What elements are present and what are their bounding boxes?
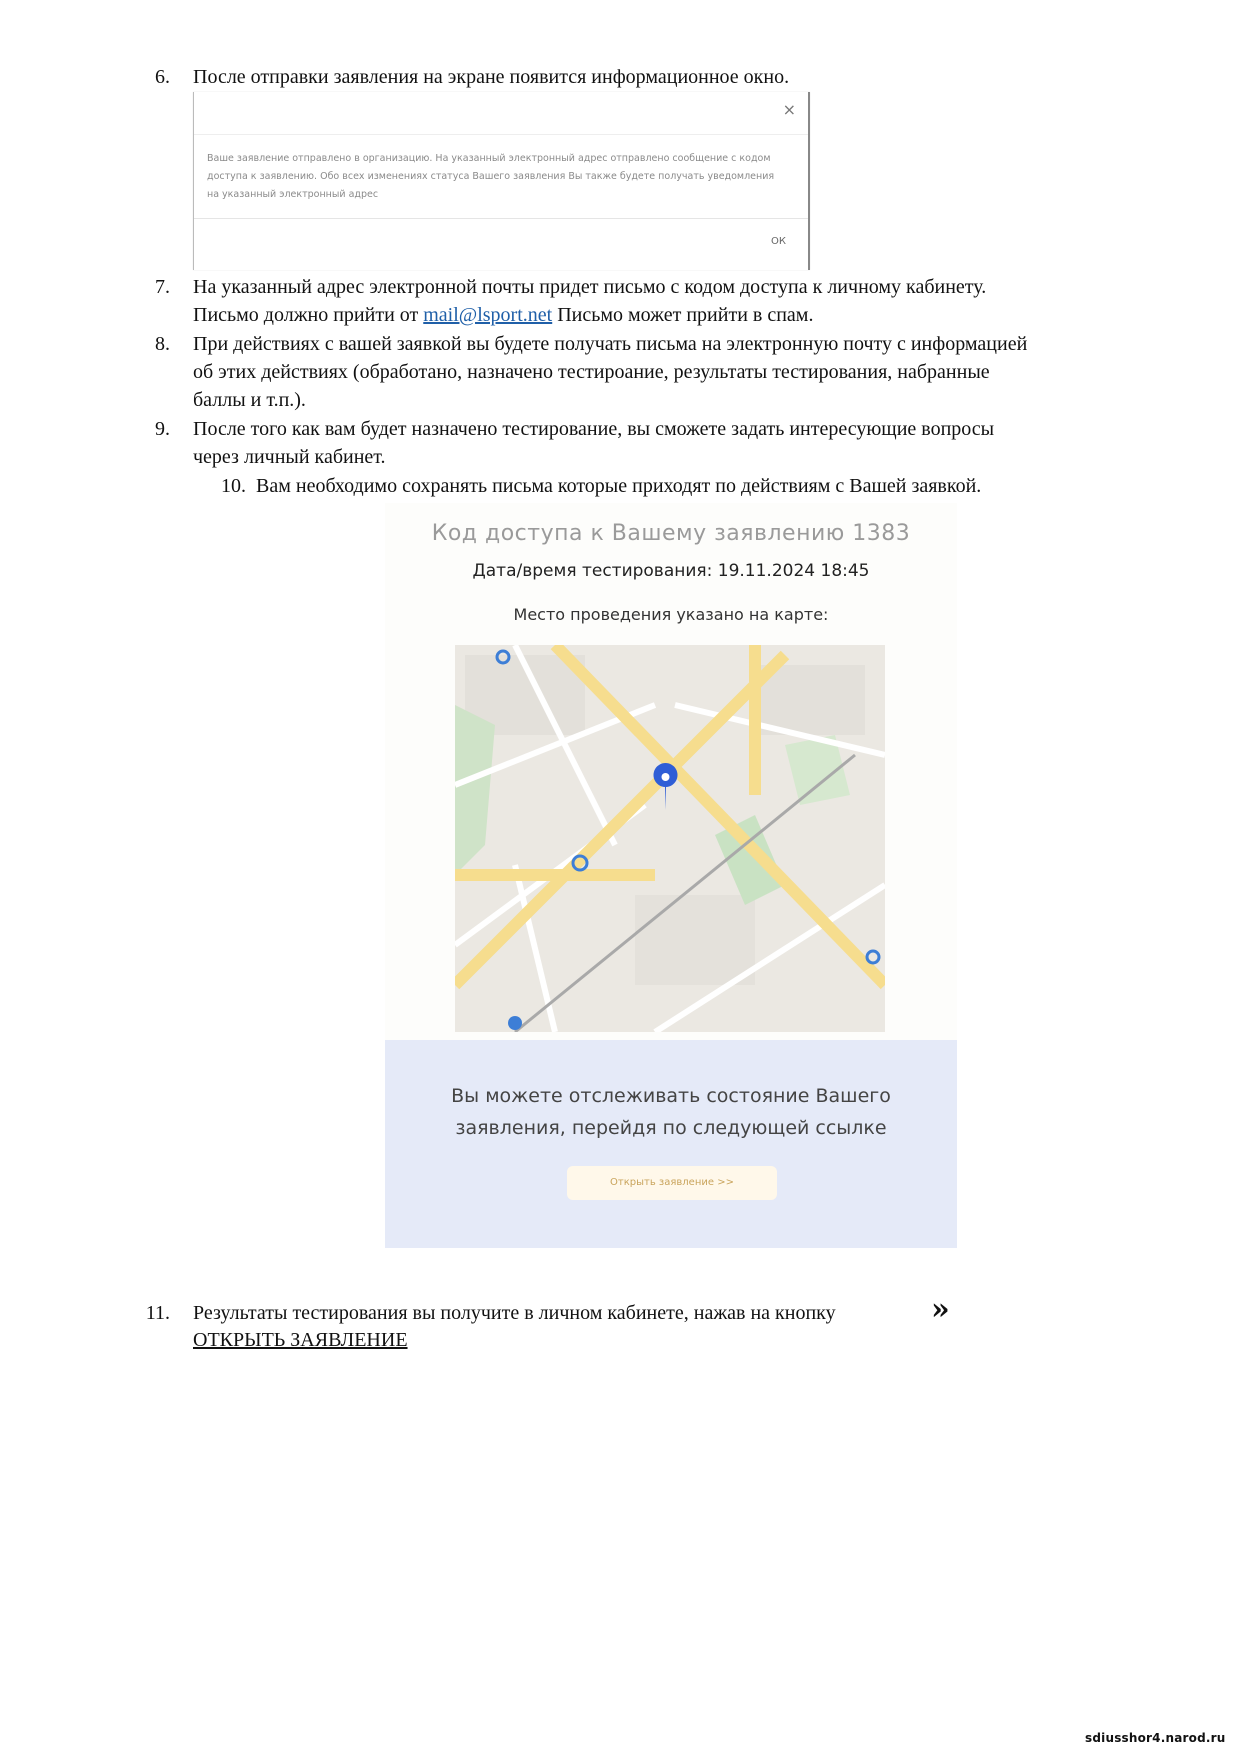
location-map	[455, 645, 885, 1032]
step-text: баллы и т.п.).	[193, 389, 306, 411]
step-number: 8.	[155, 333, 170, 355]
step-text: Результаты тестирования вы получите в личном кабинете, нажав на кнопку	[193, 1302, 836, 1324]
close-icon[interactable]: ×	[782, 100, 796, 119]
dialog-message: Ваше заявление отправлено в организацию. На указанный электронный адрес отправлено сообщение с кодом доступа к заявлению. Обо всех изменениях статуса Вашего заявления Вы также будете получать уведомления на указанный электронный адрес	[207, 153, 775, 200]
info-dialog-screenshot	[193, 92, 810, 270]
email-screenshot	[385, 503, 957, 1248]
access-code-line: Код доступа к Вашему заявлению 1383	[431, 521, 911, 546]
step-text: Письмо должно прийти от mail@lsport.net Письмо может прийти в спам.	[193, 304, 814, 326]
tracking-text: Вы можете отслеживать состояние Вашего заявления, перейдя по следующей ссылке	[451, 1085, 891, 1139]
step-number: 11.	[145, 1302, 170, 1324]
ok-button[interactable]: ОК	[771, 236, 786, 247]
step-number: 7.	[155, 276, 170, 298]
site-watermark: sdiusshor4.narod.ru	[1085, 1731, 1226, 1745]
step-number: 9.	[155, 418, 170, 440]
step-text: через личный кабинет.	[193, 446, 386, 468]
step-text: На указанный адрес электронной почты придет письмо с кодом доступа к личному кабинету.	[193, 276, 987, 298]
step-text: об этих действиях (обработано, назначено тестироание, результаты тестирования, набранные	[193, 361, 990, 383]
place-line: Место проведения указано на карте:	[513, 605, 829, 624]
divider	[194, 218, 808, 219]
step-text: Вам необходимо сохранять письма которые приходят по действиям с Вашей заявкой.	[256, 475, 982, 497]
test-datetime-line: Дата/время тестирования: 19.11.2024 18:45	[472, 561, 870, 581]
step-text: После того как вам будет назначено тестирование, вы сможете задать интересующие вопросы	[193, 418, 995, 440]
open-application-button[interactable]: Открыть заявление >>	[567, 1166, 777, 1200]
email-link[interactable]: mail@lsport.net	[423, 304, 553, 326]
step-number: 10.	[221, 475, 246, 497]
step-text: При действиях с вашей заявкой вы будете получать письма на электронную почту с информацией	[193, 333, 1028, 355]
step-text: После отправки заявления на экране появится информационное окно.	[193, 66, 790, 88]
step-number: 6.	[155, 66, 170, 88]
double-chevron-right-icon: »	[931, 1292, 950, 1327]
open-application-link[interactable]: ОТКРЫТЬ ЗАЯВЛЕНИЕ	[193, 1329, 408, 1351]
divider	[194, 134, 808, 135]
tracking-panel	[385, 1040, 957, 1248]
